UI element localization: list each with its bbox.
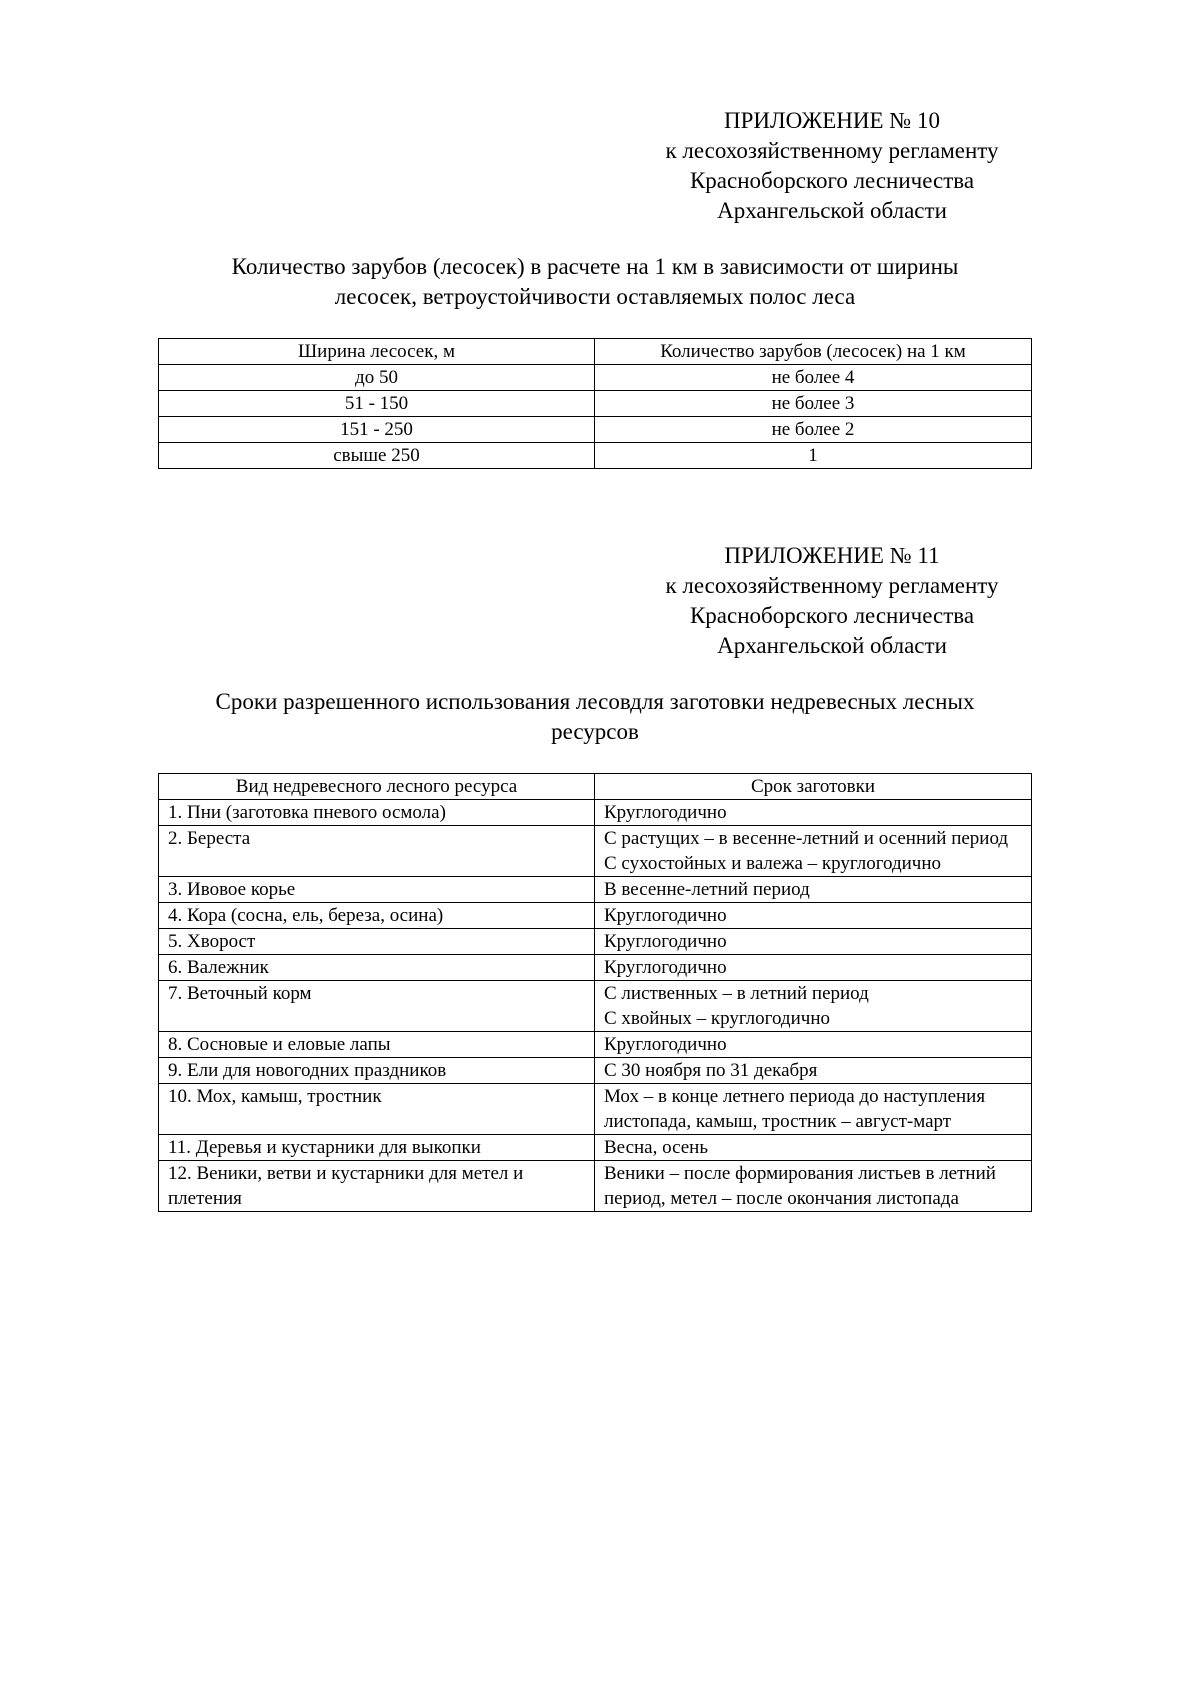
period-line: С 30 ноября по 31 декабря: [604, 1060, 818, 1081]
title-line: ресурсов: [551, 719, 639, 744]
table-header-row: [159, 339, 1032, 365]
table-row: [159, 929, 1032, 955]
table-row: [159, 903, 1032, 929]
period-cell: [595, 826, 1032, 877]
period-cell: [595, 903, 1032, 929]
column-header: Ширина лесосек, м: [159, 339, 595, 365]
appendix-number: ПРИЛОЖЕНИЕ № 10: [723, 108, 941, 133]
appendix-10-header: [560, 106, 1104, 226]
column-header: Количество зарубов (лесосек) на 1 км: [595, 339, 1032, 365]
period-line: Круглогодично: [604, 1034, 727, 1055]
table-row: [159, 800, 1032, 826]
appendix-line: Красноборского лесничества: [689, 168, 975, 193]
width-cell: 51 - 150: [159, 391, 595, 417]
table-row: [159, 826, 1032, 877]
period-line: Круглогодично: [604, 931, 727, 952]
resource-cell: 9. Ели для новогодних праздников: [159, 1058, 595, 1084]
period-cell: [595, 1084, 1032, 1135]
count-cell: не более 2: [595, 417, 1032, 443]
title-line: Количество зарубов (лесосек) в расчете на 1 км в зависимости от ширины: [231, 254, 959, 279]
period-cell: [595, 981, 1032, 1032]
resource-cell: 11. Деревья и кустарники для выкопки: [159, 1135, 595, 1161]
period-cell: [595, 1032, 1032, 1058]
period-line: С растущих – в весенне-летний и осенний период: [604, 828, 1009, 849]
resource-cell: 12. Веники, ветви и кустарники для метел и плетения: [159, 1161, 595, 1212]
clearing-count-table: [158, 338, 1032, 469]
table-row: [159, 1135, 1032, 1161]
resource-cell: 1. Пни (заготовка пневого осмола): [159, 800, 595, 826]
table-row: [159, 1161, 1032, 1212]
appendix-line: Архангельской области: [717, 633, 947, 658]
resource-cell: 6. Валежник: [159, 955, 595, 981]
resource-cell: 10. Мох, камыш, тростник: [159, 1084, 595, 1135]
table-row: [159, 443, 1032, 469]
title-line: Сроки разрешенного использования лесовдля заготовки недревесных лесных: [215, 689, 975, 714]
period-cell: [595, 929, 1032, 955]
appendix-line: к лесохозяйственному регламенту: [665, 138, 999, 163]
width-cell: до 50: [159, 365, 595, 391]
table-row: [159, 1058, 1032, 1084]
period-line: С сухостойных и валежа – круглогодично: [604, 853, 942, 874]
period-line: Круглогодично: [604, 802, 727, 823]
period-line: Круглогодично: [604, 905, 727, 926]
table-row: [159, 1032, 1032, 1058]
table-row: [159, 877, 1032, 903]
table-1-title: [150, 252, 1040, 312]
period-cell: [595, 1058, 1032, 1084]
period-line: С хвойных – круглогодично: [604, 1008, 830, 1029]
table-row: [159, 391, 1032, 417]
period-line: Мох – в конце летнего периода до наступления листопада, камыш, тростник – август-март: [604, 1086, 986, 1132]
period-line: Весна, осень: [604, 1137, 709, 1158]
appendix-line: Архангельской области: [717, 198, 947, 223]
table-2-title: [150, 687, 1040, 747]
period-cell: [595, 1135, 1032, 1161]
table-row: [159, 365, 1032, 391]
column-header: Вид недревесного лесного ресурса: [159, 774, 595, 800]
period-cell: [595, 1161, 1032, 1212]
width-cell: 151 - 250: [159, 417, 595, 443]
period-line: Круглогодично: [604, 957, 727, 978]
resource-cell: 2. Береста: [159, 826, 595, 877]
count-cell: не более 4: [595, 365, 1032, 391]
period-cell: [595, 800, 1032, 826]
table-row: [159, 1084, 1032, 1135]
table-header-row: [159, 774, 1032, 800]
period-cell: [595, 877, 1032, 903]
period-line: В весенне-летний период: [604, 879, 810, 900]
appendix-line: к лесохозяйственному регламенту: [665, 573, 999, 598]
width-cell: свыше 250: [159, 443, 595, 469]
harvest-periods-table: [158, 773, 1032, 1212]
appendix-line: Красноборского лесничества: [689, 603, 975, 628]
resource-cell: 4. Кора (сосна, ель, береза, осина): [159, 903, 595, 929]
resource-cell: 3. Ивовое корье: [159, 877, 595, 903]
appendix-11-header: [560, 541, 1104, 661]
appendix-number: ПРИЛОЖЕНИЕ № 11: [724, 543, 940, 568]
resource-cell: 8. Сосновые и еловые лапы: [159, 1032, 595, 1058]
table-row: [159, 981, 1032, 1032]
count-cell: не более 3: [595, 391, 1032, 417]
table-row: [159, 955, 1032, 981]
column-header: Срок заготовки: [595, 774, 1032, 800]
resource-cell: 5. Хворост: [159, 929, 595, 955]
period-line: Веники – после формирования листьев в летний период, метел – после окончания листопада: [604, 1163, 996, 1209]
title-line: лесосек, ветроустойчивости оставляемых полос леса: [334, 284, 856, 309]
period-cell: [595, 955, 1032, 981]
table-row: [159, 417, 1032, 443]
resource-cell: 7. Веточный корм: [159, 981, 595, 1032]
period-line: С лиственных – в летний период: [604, 983, 869, 1004]
count-cell: 1: [595, 443, 1032, 469]
